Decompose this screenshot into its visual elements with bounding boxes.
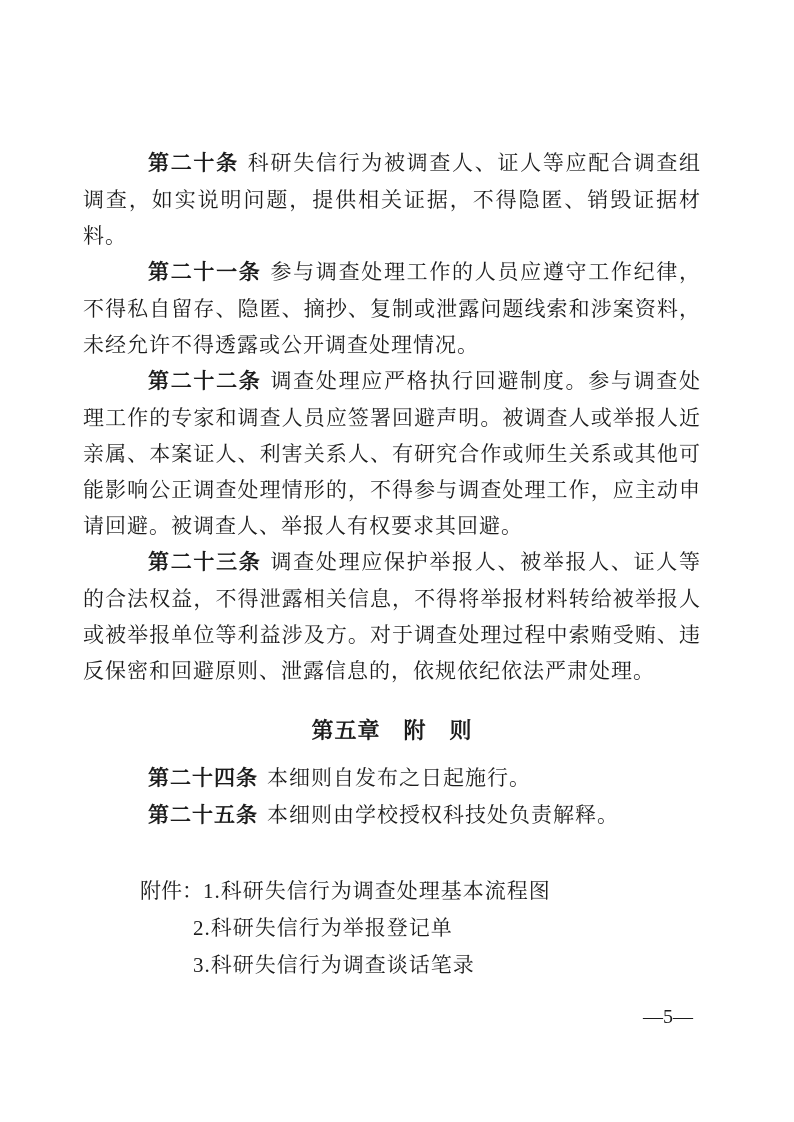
article-number: 第二十三条 — [148, 551, 262, 574]
article-number: 第二十二条 — [148, 370, 262, 393]
article-text: 本细则由学校授权科技处负责解释。 — [267, 803, 619, 827]
article-number: 第二十四条 — [148, 767, 258, 790]
article-paragraph — [83, 544, 701, 689]
article-text: 参与调查处理工作的人员应遵守工作纪律，不得私自留存、隐匿、摘抄、复制或泄露问题线索和涉案资料，未经允许不得透露或公开调查处理情况。 — [83, 260, 702, 357]
attachments-label: 附件： — [140, 879, 203, 903]
attachment-item — [140, 947, 701, 984]
attachment-item — [140, 873, 701, 910]
article-text: 本细则自发布之日起施行。 — [267, 766, 531, 790]
article-paragraph — [83, 797, 701, 834]
article-paragraph — [83, 145, 701, 254]
attachment-item-text: 1.科研失信行为调查处理基本流程图 — [203, 879, 551, 903]
attachment-item — [140, 910, 701, 947]
article-number: 第二十五条 — [148, 804, 258, 827]
attachments-list — [83, 873, 701, 984]
article-text: 调查处理应严格执行回避制度。参与调查处理工作的专家和调查人员应签署回避声明。被调查人或举报人近亲属、本案证人、利害关系人、有研究合作或师生关系或其他可能影响公正调查处理情形的，不得参与调查处理工作，应主动申请回避。被调查人、举报人有权要求其回避。 — [83, 369, 702, 538]
article-number: 第二十一条 — [148, 261, 262, 284]
attachment-item-text: 3.科研失信行为调查谈话笔录 — [193, 953, 475, 977]
chapter-heading: 第五章 附 则 — [311, 718, 473, 743]
article-text: 调查处理应保护举报人、被举报人、证人等的合法权益，不得泄露相关信息，不得将举报材料转给被举报人或被举报单位等利益涉及方。对于调查处理过程中索贿受贿、违反保密和回避原则、泄露信息的，依规依纪依法严肃处理。 — [83, 550, 702, 683]
closing-articles — [83, 760, 701, 834]
page-number: —5— — [643, 1006, 693, 1028]
article-paragraph — [83, 760, 701, 797]
document-body — [83, 145, 701, 984]
article-text: 科研失信行为被调查人、证人等应配合调查组调查，如实说明问题，提供相关证据，不得隐匿、销毁证据材料。 — [83, 151, 702, 248]
article-paragraph — [83, 254, 701, 363]
article-number: 第二十条 — [148, 152, 239, 175]
attachment-item-text: 2.科研失信行为举报登记单 — [193, 916, 453, 940]
article-paragraph — [83, 363, 701, 544]
